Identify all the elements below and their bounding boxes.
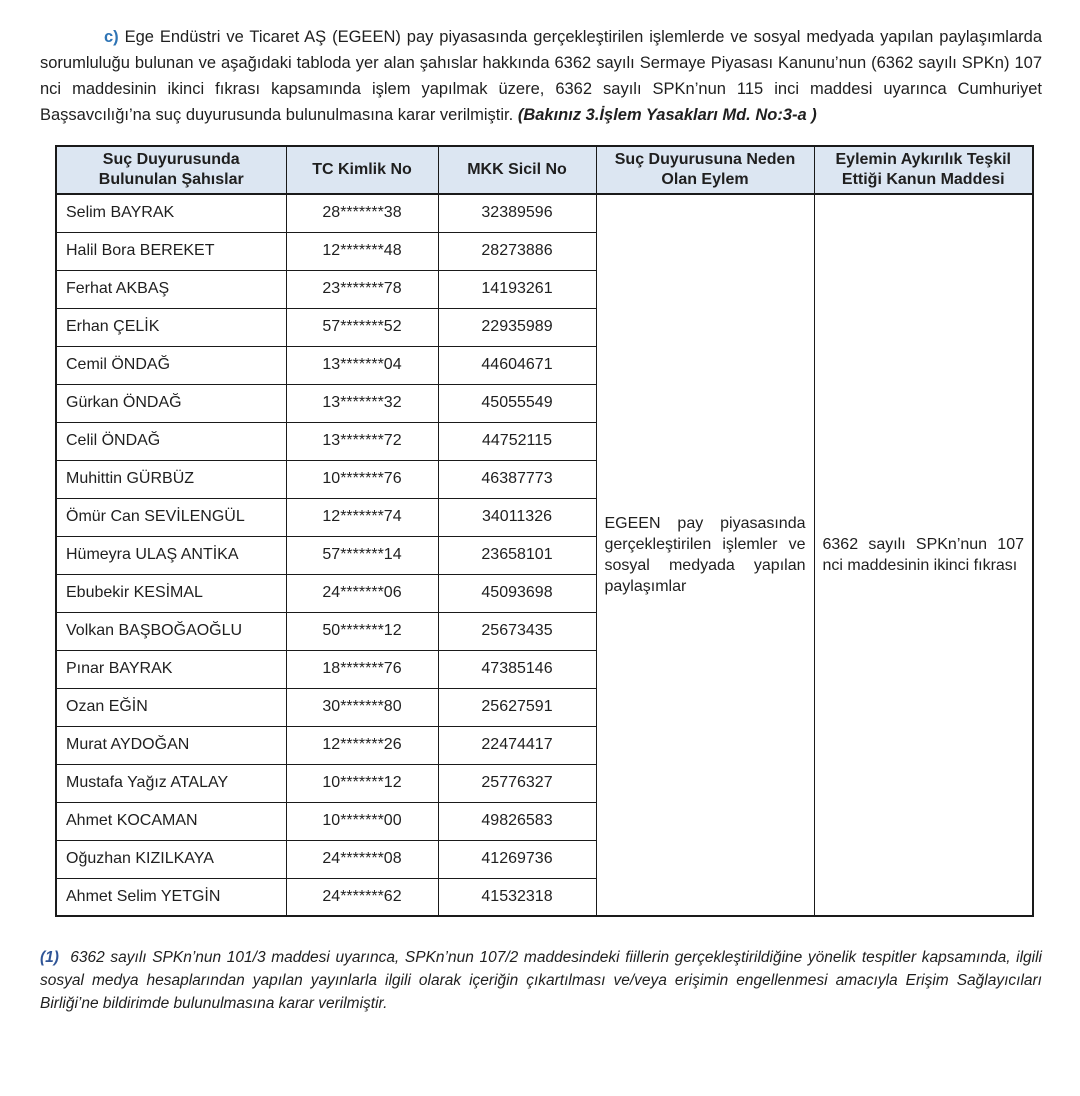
item-label-c: c) [104, 28, 119, 46]
intro-body-text: Ege Endüstri ve Ticaret AŞ (EGEEN) pay piyasasında gerçekleştirilen işlemlerde ve sosyal medyada yapılan paylaşımlarda sorumluluğu bulunan ve aşağıdaki tabloda yer alan şahıslar hakkında 6362 sayılı Sermaye Piyasası Kanunu’nun (6362 sayılı SPKn) 107 nci maddesinin ikinci fıkrası kapsamında işlem yapılmak üzere, 6362 sayılı SPKn’nun 115 inci maddesi uyarınca Cumhuriyet Başsavcılığı’na suç duyurusunda bulunulmasına karar verilmiştir. [40, 28, 1042, 124]
mkk-sicil-cell: 45093698 [438, 574, 596, 612]
tc-kimlik-cell: 24*******06 [286, 574, 438, 612]
person-name-cell: Erhan ÇELİK [56, 308, 286, 346]
mkk-sicil-cell: 47385146 [438, 650, 596, 688]
tc-kimlik-cell: 12*******48 [286, 232, 438, 270]
person-name-cell: Ozan EĞİN [56, 688, 286, 726]
mkk-sicil-cell: 23658101 [438, 536, 596, 574]
tc-kimlik-cell: 13*******32 [286, 384, 438, 422]
person-name-cell: Murat AYDOĞAN [56, 726, 286, 764]
person-name-cell: Ferhat AKBAŞ [56, 270, 286, 308]
person-name-cell: Gürkan ÖNDAĞ [56, 384, 286, 422]
merged-action-cell: EGEEN pay piyasasında gerçekleştirilen işlemler ve sosyal medyada yapılan paylaşımlar [596, 194, 814, 916]
mkk-sicil-cell: 46387773 [438, 460, 596, 498]
person-name-cell: Ömür Can SEVİLENGÜL [56, 498, 286, 536]
tc-kimlik-cell: 18*******76 [286, 650, 438, 688]
person-name-cell: Cemil ÖNDAĞ [56, 346, 286, 384]
table-row [56, 194, 1033, 232]
tc-kimlik-cell: 57*******14 [286, 536, 438, 574]
mkk-sicil-cell: 45055549 [438, 384, 596, 422]
mkk-sicil-cell: 41532318 [438, 878, 596, 916]
header-row [56, 146, 1033, 194]
merged-law-cell: 6362 sayılı SPKn’nun 107 nci maddesinin ikinci fıkrası [814, 194, 1033, 916]
person-name-cell: Ebubekir KESİMAL [56, 574, 286, 612]
person-name-cell: Pınar BAYRAK [56, 650, 286, 688]
mkk-sicil-cell: 25673435 [438, 612, 596, 650]
person-name-cell: Mustafa Yağız ATALAY [56, 764, 286, 802]
tc-kimlik-cell: 10*******76 [286, 460, 438, 498]
mkk-sicil-cell: 49826583 [438, 802, 596, 840]
mkk-sicil-cell: 32389596 [438, 194, 596, 232]
intro-paragraph [40, 24, 1042, 128]
mkk-sicil-cell: 22474417 [438, 726, 596, 764]
tc-kimlik-cell: 24*******62 [286, 878, 438, 916]
tc-kimlik-cell: 28*******38 [286, 194, 438, 232]
mkk-sicil-cell: 14193261 [438, 270, 596, 308]
persons-table-header [56, 146, 1033, 194]
header-cell-action: Suç Duyurusuna Neden Olan Eylem [596, 146, 814, 194]
tc-kimlik-cell: 12*******26 [286, 726, 438, 764]
person-name-cell: Oğuzhan KIZILKAYA [56, 840, 286, 878]
mkk-sicil-cell: 44604671 [438, 346, 596, 384]
tc-kimlik-cell: 30*******80 [286, 688, 438, 726]
footnote [40, 946, 1042, 1015]
mkk-sicil-cell: 34011326 [438, 498, 596, 536]
intro-reference: (Bakınız 3.İşlem Yasakları Md. No:3-a ) [517, 106, 817, 124]
person-name-cell: Halil Bora BEREKET [56, 232, 286, 270]
mkk-sicil-cell: 41269736 [438, 840, 596, 878]
mkk-sicil-cell: 44752115 [438, 422, 596, 460]
person-name-cell: Hümeyra ULAŞ ANTİKA [56, 536, 286, 574]
tc-kimlik-cell: 50*******12 [286, 612, 438, 650]
persons-table [55, 145, 1034, 917]
tc-kimlik-cell: 13*******04 [286, 346, 438, 384]
mkk-sicil-cell: 25627591 [438, 688, 596, 726]
mkk-sicil-cell: 28273886 [438, 232, 596, 270]
footnote-label: (1) [40, 949, 59, 966]
header-cell-law: Eylemin Aykırılık Teşkil Ettiği Kanun Maddesi [814, 146, 1033, 194]
tc-kimlik-cell: 10*******12 [286, 764, 438, 802]
header-cell-mkk-sicil: MKK Sicil No [438, 146, 596, 194]
tc-kimlik-cell: 57*******52 [286, 308, 438, 346]
footnote-text: 6362 sayılı SPKn’nun 101/3 maddesi uyarınca, SPKn’nun 107/2 maddesindeki fiillerin gerçekleştirildiğine yönelik tespitler kapsamında, ilgili sosyal medya hesaplarından yapılan yayınlarla ilgili olarak içeriğin çıkartılması ve/veya erişimin engellenmesi amacıyla Erişim Sağlayıcıları Birliği’ne bildirimde bulunulmasına karar verilmiştir. [40, 949, 1042, 1012]
person-name-cell: Muhittin GÜRBÜZ [56, 460, 286, 498]
header-cell-persons: Suç Duyurusunda Bulunulan Şahıslar [56, 146, 286, 194]
person-name-cell: Selim BAYRAK [56, 194, 286, 232]
person-name-cell: Ahmet KOCAMAN [56, 802, 286, 840]
tc-kimlik-cell: 13*******72 [286, 422, 438, 460]
mkk-sicil-cell: 22935989 [438, 308, 596, 346]
tc-kimlik-cell: 10*******00 [286, 802, 438, 840]
person-name-cell: Volkan BAŞBOĞAOĞLU [56, 612, 286, 650]
person-name-cell: Ahmet Selim YETGİN [56, 878, 286, 916]
tc-kimlik-cell: 23*******78 [286, 270, 438, 308]
header-cell-tc-kimlik: TC Kimlik No [286, 146, 438, 194]
persons-table-body [56, 194, 1033, 916]
mkk-sicil-cell: 25776327 [438, 764, 596, 802]
person-name-cell: Celil ÖNDAĞ [56, 422, 286, 460]
tc-kimlik-cell: 12*******74 [286, 498, 438, 536]
tc-kimlik-cell: 24*******08 [286, 840, 438, 878]
